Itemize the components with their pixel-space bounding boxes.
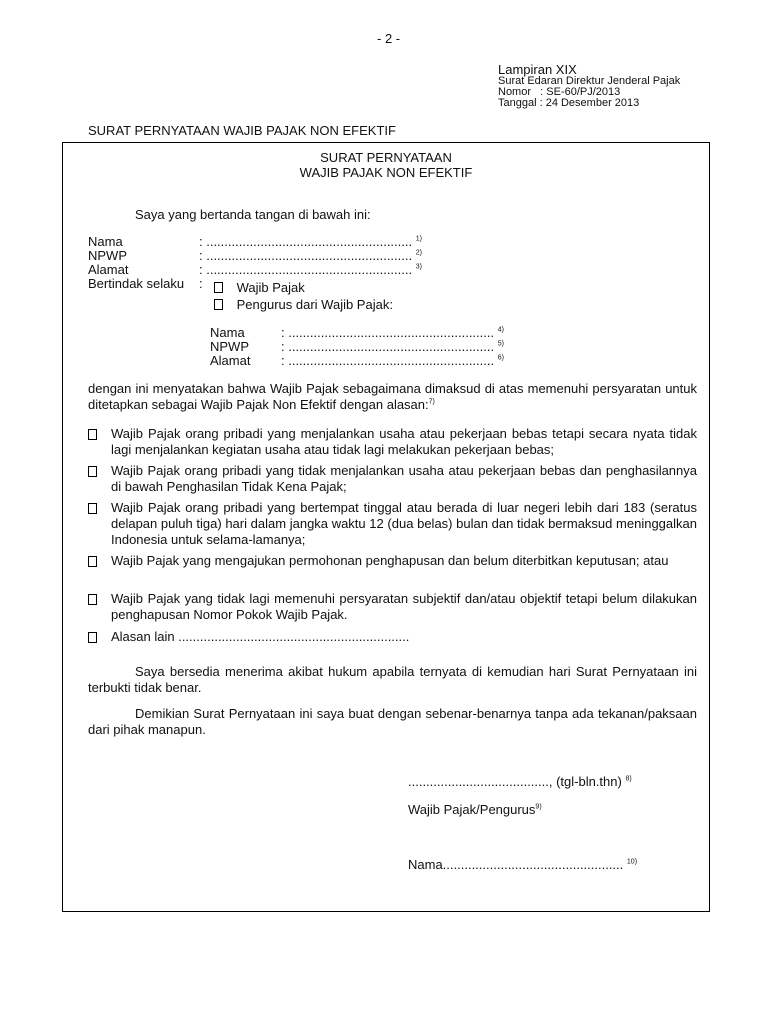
closing-paragraph-1: Saya bersedia menerima akibat hukum apabila ternyata di kemudian hari Surat Pernyataan ini terbukti tidak benar. <box>88 664 697 695</box>
declaration-text: dengan ini menyatakan bahwa Wajib Pajak sebagaimana dimaksud di atas memenuhi persyaratan untuk ditetapkan sebagai Wajib Pajak Non Efektif dengan alasan:$^{7)}$ <box>88 381 697 412</box>
reason-text: Wajib Pajak orang pribadi yang menjalankan usaha atau pekerjaan bebas tetapi secara nyata tidak lagi menjalankan kegiatan usaha atau tidak lagi melakukan pekerjaan bebas; <box>111 426 697 457</box>
reason-text: Wajib Pajak yang mengajukan permohonan penghapusan dan belum diterbitkan keputusan; atau <box>111 553 669 568</box>
document-heading: SURAT PERNYATAAN WAJIB PAJAK NON EFEKTIF <box>88 123 396 138</box>
signer-label: Wajib Pajak/Pengurus$^{9)}$ <box>408 802 542 817</box>
checkbox-icon[interactable] <box>88 466 97 477</box>
reason-item-5[interactable] <box>88 591 697 623</box>
reason-item-6[interactable] <box>88 629 697 645</box>
acting-colon: : <box>199 276 203 291</box>
date-line[interactable]: ......................................., (tgl-bln.thn) $^{8)}$ <box>408 774 632 789</box>
checkbox-icon[interactable] <box>88 594 97 605</box>
form-title-2: WAJIB PAJAK NON EFEKTIF <box>299 165 473 180</box>
sub-field-alamat-value[interactable]: : ......................................................... $^{6)}$ <box>281 353 504 368</box>
reason-text: Alasan lain ................................................................ <box>111 629 410 644</box>
sub-field-nama-value[interactable]: : ......................................................... $^{4)}$ <box>281 325 504 340</box>
attachment-line-1: Surat Edaran Direktur Jenderal Pajak <box>498 75 681 87</box>
field-nama-label: Nama <box>88 234 123 249</box>
field-nama-value[interactable]: : ......................................................... $^{1)}$ <box>199 234 422 249</box>
intro-text: Saya yang bertanda tangan di bawah ini: <box>135 207 371 222</box>
checkbox-icon[interactable] <box>88 632 97 643</box>
form-title-1: SURAT PERNYATAAN <box>320 150 452 165</box>
reason-text: Wajib Pajak orang pribadi yang tidak menjalankan usaha atau pekerjaan bebas dan penghasilannya di bawah Penghasilan Tidak Kena Pajak; <box>111 463 697 494</box>
field-npwp-label: NPWP <box>88 248 127 263</box>
sub-field-npwp-label: NPWP <box>210 339 249 354</box>
checkbox-icon[interactable] <box>88 556 97 567</box>
reason-item-2[interactable] <box>88 463 697 495</box>
attachment-line-3: Tanggal : 24 Desember 2013 <box>498 97 640 109</box>
name-line[interactable]: Nama.................................................. $^{10)}$ <box>408 857 638 872</box>
checkbox-icon[interactable] <box>214 299 223 310</box>
attachment-title: Lampiran XIX <box>498 62 577 77</box>
field-alamat-label: Alamat <box>88 262 129 277</box>
reason-text: Wajib Pajak yang tidak lagi memenuhi persyaratan subjektif dan/atau objektif tetapi belum dilakukan penghapusan Nomor Pokok Wajib Pajak. <box>111 591 697 622</box>
reason-item-3[interactable] <box>88 500 697 548</box>
field-alamat-value[interactable]: : ......................................................... $^{3)}$ <box>199 262 422 277</box>
field-npwp-value[interactable]: : ......................................................... $^{2)}$ <box>199 248 422 263</box>
checkbox-icon[interactable] <box>88 503 97 514</box>
sub-field-alamat-label: Alamat <box>210 353 251 368</box>
reason-text: Wajib Pajak orang pribadi yang bertempat tinggal atau berada di luar negeri lebih dari 183 (seratus delapan puluh tiga) hari dalam jangka waktu 12 (dua belas) bulan dan tidak bermaksud meninggalkan Indonesia untuk selama-lamanya; <box>111 500 697 547</box>
checkbox-icon[interactable] <box>88 429 97 440</box>
sub-field-nama-label: Nama <box>210 325 245 340</box>
checkbox-icon[interactable] <box>214 282 223 293</box>
sub-field-npwp-value[interactable]: : ......................................................... $^{5)}$ <box>281 339 504 354</box>
option-label: Pengurus dari Wajib Pajak: <box>236 297 393 312</box>
reason-item-4[interactable] <box>88 553 697 569</box>
reason-item-1[interactable] <box>88 426 697 458</box>
acting-label: Bertindak selaku <box>88 276 185 291</box>
option-wajib-pajak[interactable] <box>214 280 305 295</box>
option-pengurus[interactable] <box>214 297 393 312</box>
attachment-line-2: Nomor : SE-60/PJ/2013 <box>498 86 621 98</box>
option-label: Wajib Pajak <box>236 280 305 295</box>
closing-paragraph-2: Demikian Surat Pernyataan ini saya buat dengan sebenar-benarnya tanpa ada tekanan/paksaan dari pihak manapun. <box>88 706 697 737</box>
page-number: - 2 - <box>377 31 401 46</box>
